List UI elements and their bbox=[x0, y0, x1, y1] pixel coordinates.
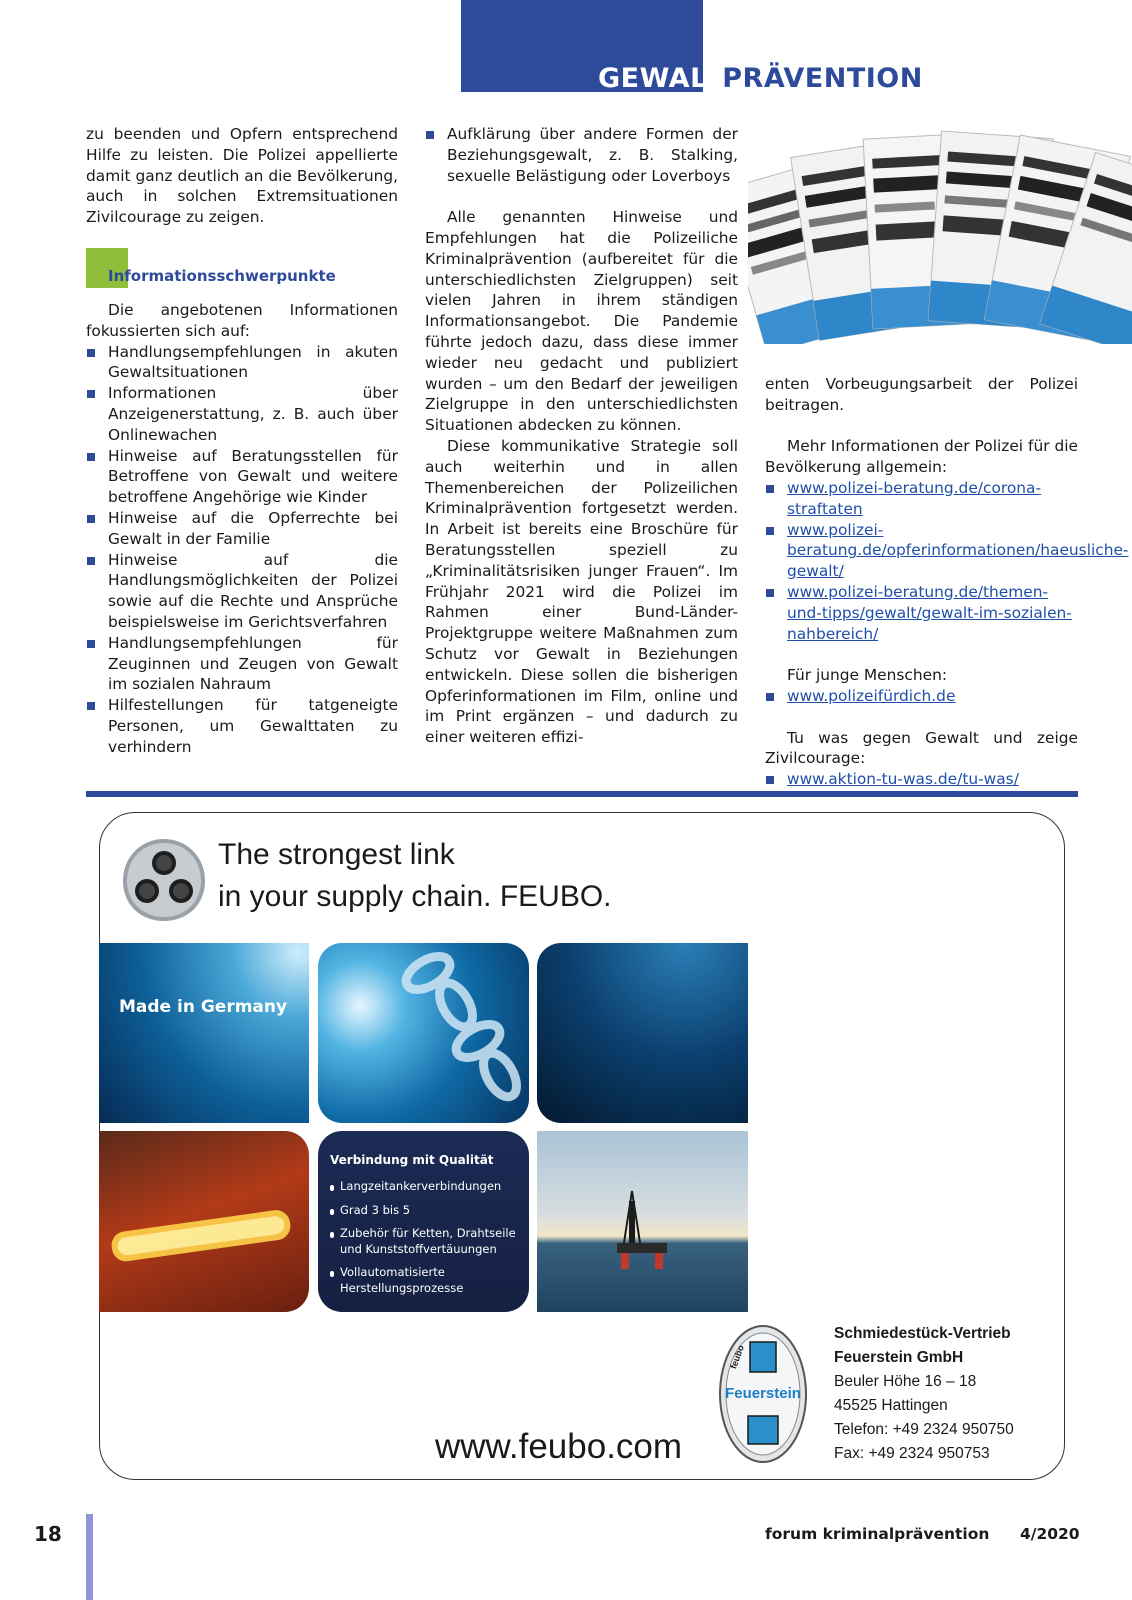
column2-paragraph-2: Diese kommunikative Strategie soll auch weiterhin und in allen Themenbereichen der Polizeilichen Kriminalprävention fortgesetzt werden. In Arbeit ist bereits eine Broschüre für Beratungsstellen speziell zu „Kriminalitätsrisiken junger Frauen“. Im Frühjahr 2021 wird die Polizei im Rahmen einer Bund-Länder-Projektgruppe weitere Maßnahmen zum Schutz vor Gewalt in Beziehungen entwickeln. Diese sollen die bisherigen Opferinformationen im Film, online und im Print ergänzen – und dadurch zu einer weiteren effizi- bbox=[425, 436, 738, 747]
list-item bbox=[765, 769, 1078, 790]
link-haeusliche-gewalt[interactable]: www.polizei-beratung.de/opferinformationen/haeusliche-gewalt/ bbox=[787, 520, 1129, 581]
article-column-3 bbox=[765, 374, 1129, 790]
courage-text: Tu was gegen Gewalt und zeige Zivilcourage: bbox=[765, 728, 1078, 768]
company-line-2: Feuerstein GmbH bbox=[834, 1349, 964, 1366]
forging-photo bbox=[99, 1131, 309, 1312]
list-item bbox=[765, 478, 1078, 520]
footer-accent-bar bbox=[86, 1514, 93, 1600]
quality-info-panel bbox=[318, 1131, 529, 1312]
feuerstein-logo bbox=[718, 1324, 808, 1464]
column2-paragraph-1: Alle genannten Hinweise und Empfehlungen hat die Polizeiliche Kriminalprävention (aufbereitet für die unterschiedlichsten Zielgruppen) seit vielen Jahren in ihrem ständigen Informationsangebot. Die Pandemie führte jedoch dazu, dass diese immer wieder neu gedacht und publiziert wurden – um den Bedarf der jeweiligen Zielgruppe in den unterschiedlichsten Situationen abdecken zu können. bbox=[425, 208, 738, 435]
section-title bbox=[598, 62, 923, 96]
quality-item: Langzeitankerverbindungen bbox=[330, 1179, 524, 1195]
section-title-part1: GEWALT bbox=[598, 63, 723, 94]
feubo-website[interactable]: www.feubo.com bbox=[435, 1427, 683, 1466]
link-polizeifuerdich[interactable]: www.polizeifürdich.de bbox=[787, 686, 956, 705]
issue-number: 4/2020 bbox=[1020, 1525, 1080, 1543]
list-item: Handlungsempfehlungen in akuten Gewaltsituationen bbox=[86, 342, 398, 384]
feubo-logo-text: feubo bbox=[728, 1343, 747, 1371]
oil-rig-photo bbox=[537, 1131, 748, 1312]
list-item bbox=[765, 582, 1078, 644]
chain-ring-icon bbox=[117, 833, 211, 927]
courage-links-list bbox=[765, 769, 1078, 790]
list-item: Hinweise auf die Opferrechte bei Gewalt in der Familie bbox=[86, 508, 398, 550]
list-item: Aufklärung über andere Formen der Beziehungsgewalt, z. B. Stalking, sexuelle Belästigung oder Loverboys bbox=[425, 124, 738, 186]
oil-rig-graphic bbox=[537, 1131, 748, 1312]
list-item bbox=[765, 520, 1129, 582]
young-links-list bbox=[765, 686, 1078, 707]
ad-headline bbox=[218, 834, 612, 918]
more-info-text: Mehr Informationen der Polizei für die Bevölkerung allgemein: bbox=[765, 437, 1078, 477]
list-item bbox=[765, 686, 1078, 707]
magazine-name: forum kriminalprävention bbox=[765, 1525, 990, 1543]
company-phone: Telefon: +49 2324 950750 bbox=[834, 1421, 1014, 1438]
quality-item: Zubehör für Ketten, Drahtseile und Kunststoffvertäuungen bbox=[330, 1226, 524, 1257]
link-corona-straftaten[interactable]: www.polizei-beratung.de/corona-straftaten bbox=[787, 478, 1042, 518]
column1-intro: zu beenden und Opfern entsprechend Hilfe zu leisten. Die Polizei appellierte damit ganz deutlich an die Bevölkerung, auch in solchen Extremsituationen Zivilcourage zu zeigen. bbox=[86, 125, 398, 227]
section-divider bbox=[86, 791, 1078, 797]
company-fax: Fax: +49 2324 950753 bbox=[834, 1445, 990, 1462]
column1-lead: Die angebotenen Informationen fokussierten sich auf: bbox=[86, 300, 398, 340]
focus-list-continued bbox=[425, 124, 738, 186]
general-links-list bbox=[765, 478, 1129, 644]
page-number: 18 bbox=[34, 1522, 62, 1546]
quality-list bbox=[330, 1179, 524, 1304]
quality-item: Grad 3 bis 5 bbox=[330, 1203, 524, 1219]
article-column-2 bbox=[425, 124, 738, 748]
feuerstein-logo-text: Feuerstein bbox=[725, 1385, 801, 1402]
section-title-part2: PRÄVENTION bbox=[722, 63, 923, 94]
deep-sea-photo bbox=[537, 943, 748, 1123]
young-people-label: Für junge Menschen: bbox=[787, 666, 948, 685]
info-heading-block bbox=[86, 248, 398, 288]
underwater-light-photo bbox=[99, 943, 309, 1123]
brochure-collage-image bbox=[748, 126, 1132, 344]
list-item: Hinweise auf die Handlungsmöglichkeiten der Polizei sowie auf die Rechte und Ansprüche beispielsweise im Gerichtsverfahren bbox=[86, 550, 398, 633]
company-street: Beuler Höhe 16 – 18 bbox=[834, 1373, 977, 1390]
list-item: Handlungsempfehlungen für Zeuginnen und Zeugen von Gewalt im sozialen Nahraum bbox=[86, 633, 398, 695]
link-aktion-tu-was[interactable]: www.aktion-tu-was.de/tu-was/ bbox=[787, 770, 1019, 789]
column3-continuation: enten Vorbeugungsarbeit der Polizei beitragen. bbox=[765, 375, 1078, 414]
list-item: Hinweise auf Beratungsstellen für Betroffene von Gewalt und weitere betroffene Angehörige wie Kinder bbox=[86, 446, 398, 508]
quality-title: Verbindung mit Qualität bbox=[330, 1153, 494, 1167]
company-city: 45525 Hattingen bbox=[834, 1397, 948, 1414]
glowing-steel-graphic bbox=[99, 1131, 309, 1312]
company-contact bbox=[834, 1322, 1014, 1466]
chain-links-graphic bbox=[318, 943, 529, 1123]
article-column-1 bbox=[86, 124, 398, 758]
section-heading: Informationsschwerpunkte bbox=[108, 266, 336, 285]
focus-list bbox=[86, 342, 398, 758]
link-gewalt-sozialer-nahbereich[interactable]: www.polizei-beratung.de/themen-und-tipps/gewalt/gewalt-im-sozialen-nahbereich/ bbox=[787, 582, 1072, 643]
chain-underwater-photo bbox=[318, 943, 529, 1123]
ad-headline-line-1: The strongest link bbox=[218, 838, 455, 871]
quality-item: Vollautomatisierte Herstellungsprozesse bbox=[330, 1265, 524, 1296]
list-item: Hilfestellungen für tatgeneigte Personen, um Gewalttaten zu verhindern bbox=[86, 695, 398, 757]
company-line-1: Schmiedestück-Vertrieb bbox=[834, 1325, 1011, 1342]
list-item: Informationen über Anzeigenerstattung, z. B. auch über Onlinewachen bbox=[86, 383, 398, 445]
ad-headline-line-2: in your supply chain. FEUBO. bbox=[218, 880, 612, 913]
made-in-germany-label: Made in Germany bbox=[119, 997, 288, 1017]
